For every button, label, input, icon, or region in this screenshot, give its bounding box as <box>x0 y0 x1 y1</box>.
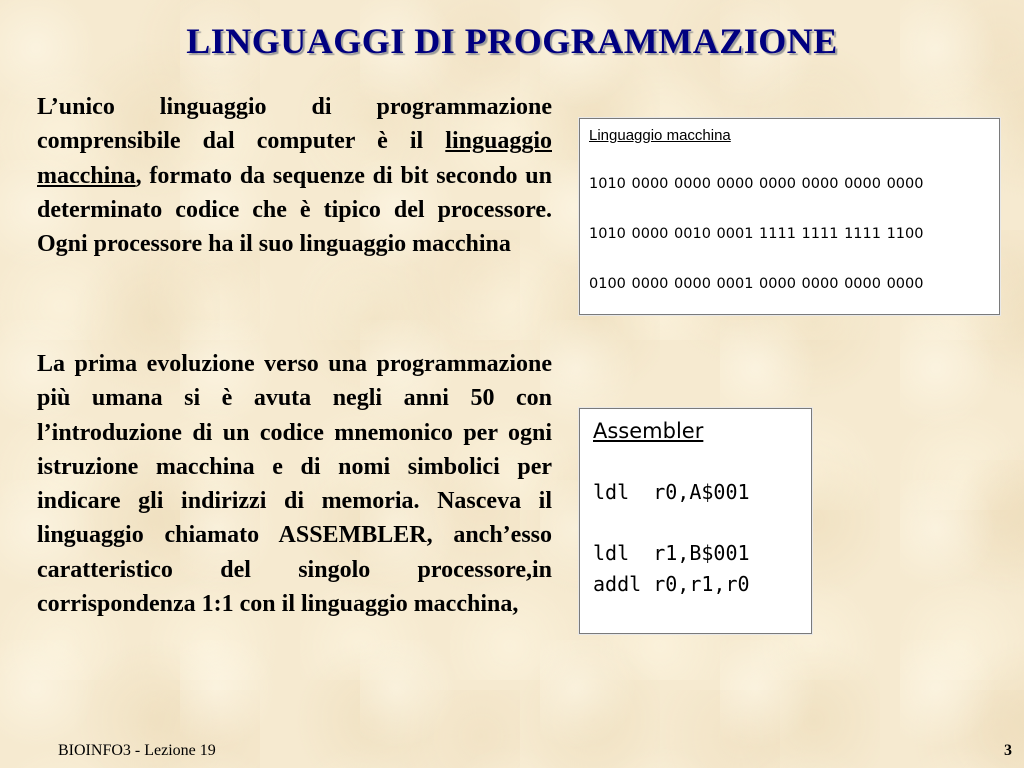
machine-code-row: 1010 0000 0010 0001 1111 1111 1111 1100 <box>589 226 924 242</box>
slide-title: LINGUAGGI DI PROGRAMMAZIONE <box>186 21 838 61</box>
paragraph-machine-language <box>37 90 552 261</box>
machine-language-link[interactable]: linguaggio macchina <box>37 128 552 189</box>
assembler-title: Assembler <box>593 419 704 443</box>
paragraph1-text-start: L’unico linguaggio di programmazione comprensibile dal computer è il <box>37 94 552 155</box>
paragraph-assembler: La prima evoluzione verso una programmazione più umana si è avuta negli anni 50 con l’introduzione di un codice mnemonico per ogni istruzione macchina e di nomi simbolici per indicare gli indirizzi di memoria. Nasceva il linguaggio chiamato ASSEMBLER, anch’esso caratteristico del singolo processore,in corrispondenza 1:1 con il linguaggio macchina, <box>37 351 552 618</box>
machine-code-title: Linguaggio macchina <box>589 127 731 144</box>
assembler-row: ldl r0,A$001 <box>593 480 750 504</box>
assembler-row: ldl r1,B$001 <box>593 541 750 565</box>
assembler-row: addl r0,r1,r0 <box>593 572 750 596</box>
machine-code-row: 1010 0000 0000 0000 0000 0000 0000 0000 <box>589 176 924 192</box>
machine-code-figure <box>579 118 1000 315</box>
page-number: 3 <box>1004 742 1012 759</box>
paragraph1-text-end: , formato da sequenze di bit secondo un determinato codice che è tipico del processore. Ogni processore ha il suo linguaggio macchina <box>37 162 552 258</box>
machine-code-row: 0100 0000 0000 0001 0000 0000 0000 0000 <box>589 276 924 292</box>
footer-text: BIOINFO3 - Lezione 19 <box>58 742 216 759</box>
assembler-figure <box>579 408 812 634</box>
